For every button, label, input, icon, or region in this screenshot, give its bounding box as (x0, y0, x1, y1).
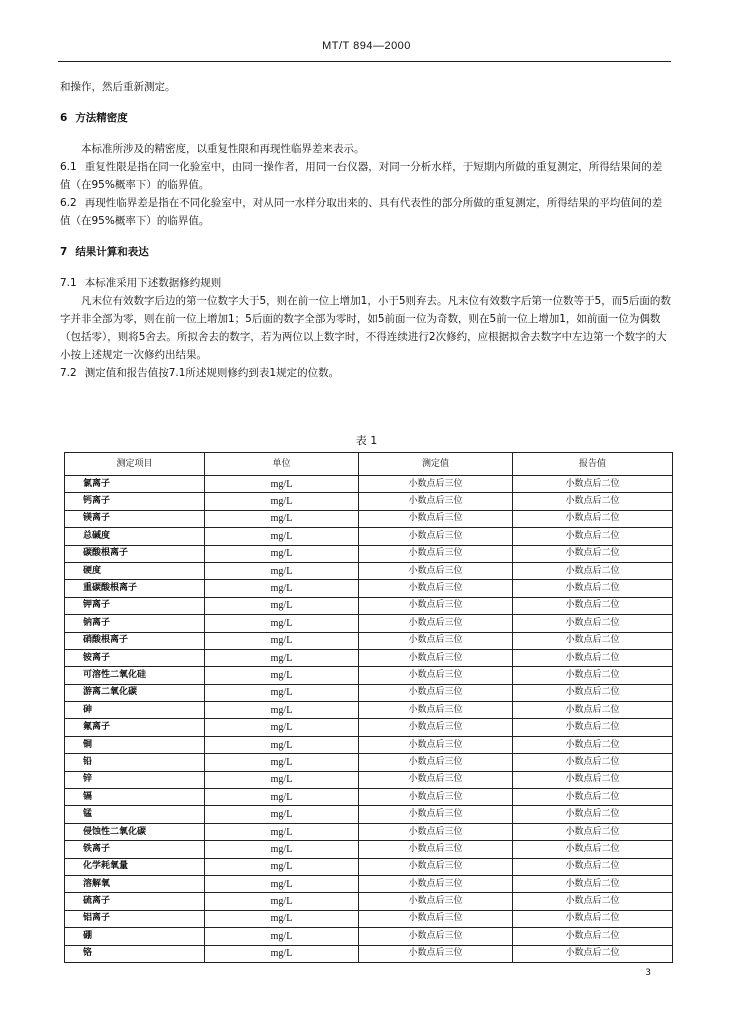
cell-unit: mg/L (205, 893, 359, 910)
table-row (65, 649, 673, 666)
cell-measured: 小数点后三位 (359, 928, 513, 945)
cell-measured: 小数点后三位 (359, 910, 513, 927)
cell-measured: 小数点后三位 (359, 806, 513, 823)
cell-item: 总碱度 (65, 528, 205, 545)
cell-measured: 小数点后三位 (359, 736, 513, 753)
table-row (65, 684, 673, 701)
table-row (65, 893, 673, 910)
cell-item: 硫离子 (65, 893, 205, 910)
cell-reported: 小数点后二位 (513, 684, 673, 701)
cell-unit: mg/L (205, 580, 359, 597)
cell-measured: 小数点后三位 (359, 945, 513, 962)
cell-reported: 小数点后二位 (513, 632, 673, 649)
cell-reported: 小数点后二位 (513, 528, 673, 545)
cell-reported: 小数点后二位 (513, 580, 673, 597)
cell-unit: mg/L (205, 719, 359, 736)
cell-reported: 小数点后二位 (513, 789, 673, 806)
table-row (65, 702, 673, 719)
cell-reported: 小数点后二位 (513, 841, 673, 858)
cell-measured: 小数点后三位 (359, 823, 513, 840)
cell-measured: 小数点后三位 (359, 684, 513, 701)
cell-item: 碳酸根离子 (65, 545, 205, 562)
header-measured: 测定值 (359, 453, 513, 476)
document-code-header: MT/T 894—2000 (322, 40, 411, 52)
cell-unit: mg/L (205, 771, 359, 788)
cell-measured: 小数点后三位 (359, 719, 513, 736)
table-row (65, 632, 673, 649)
cell-unit: mg/L (205, 667, 359, 684)
cell-unit: mg/L (205, 615, 359, 632)
table-row (65, 928, 673, 945)
cell-item: 可溶性二氧化硅 (65, 667, 205, 684)
cell-reported: 小数点后二位 (513, 562, 673, 579)
cell-reported: 小数点后二位 (513, 875, 673, 892)
cell-reported: 小数点后二位 (513, 910, 673, 927)
cell-item: 镁离子 (65, 510, 205, 527)
cell-item: 镉 (65, 789, 205, 806)
cell-item: 钙离子 (65, 493, 205, 510)
cell-measured: 小数点后三位 (359, 580, 513, 597)
cell-reported: 小数点后二位 (513, 719, 673, 736)
cell-reported: 小数点后二位 (513, 945, 673, 962)
cell-measured: 小数点后三位 (359, 771, 513, 788)
continuation-line: 和操作，然后重新测定。 (60, 81, 176, 93)
table-row (65, 858, 673, 875)
cell-item: 钾离子 (65, 597, 205, 614)
body-text (60, 78, 671, 382)
cell-measured: 小数点后三位 (359, 510, 513, 527)
cell-measured: 小数点后三位 (359, 649, 513, 666)
table-body (65, 476, 673, 963)
table-row (65, 754, 673, 771)
cell-reported: 小数点后二位 (513, 928, 673, 945)
header-unit: 单位 (205, 453, 359, 476)
cell-unit: mg/L (205, 597, 359, 614)
cell-measured: 小数点后三位 (359, 667, 513, 684)
header-item: 测定项目 (65, 453, 205, 476)
rounding-table (64, 452, 673, 963)
table-row (65, 771, 673, 788)
cell-reported: 小数点后二位 (513, 736, 673, 753)
cell-item: 铁离子 (65, 841, 205, 858)
cell-unit: mg/L (205, 632, 359, 649)
table-header-row (65, 453, 673, 476)
section-6-1: 6.1 重复性限是指在同一化验室中，由同一操作者，用同一台仪器，对同一分析水样，于短期内所做的重复测定，所得结果间的差值（在95%概率下）的临界值。 (60, 161, 663, 191)
table-row (65, 806, 673, 823)
cell-measured: 小数点后三位 (359, 597, 513, 614)
cell-item: 铬 (65, 945, 205, 962)
cell-unit: mg/L (205, 806, 359, 823)
table-row (65, 528, 673, 545)
table-row (65, 580, 673, 597)
table-row (65, 719, 673, 736)
table-row (65, 493, 673, 510)
cell-unit: mg/L (205, 875, 359, 892)
table-row (65, 597, 673, 614)
cell-measured: 小数点后三位 (359, 789, 513, 806)
cell-unit: mg/L (205, 493, 359, 510)
cell-reported: 小数点后二位 (513, 649, 673, 666)
cell-item: 侵蚀性二氧化碳 (65, 823, 205, 840)
cell-unit: mg/L (205, 562, 359, 579)
section-6-heading: 6 方法精密度 (60, 112, 128, 124)
cell-reported: 小数点后二位 (513, 754, 673, 771)
table-row (65, 789, 673, 806)
cell-item: 游离二氧化碳 (65, 684, 205, 701)
table-row (65, 875, 673, 892)
cell-measured: 小数点后三位 (359, 632, 513, 649)
cell-measured: 小数点后三位 (359, 562, 513, 579)
cell-reported: 小数点后二位 (513, 667, 673, 684)
cell-unit: mg/L (205, 928, 359, 945)
table-row (65, 476, 673, 493)
cell-item: 氟离子 (65, 719, 205, 736)
cell-item: 化学耗氧量 (65, 858, 205, 875)
cell-item: 溶解氧 (65, 875, 205, 892)
cell-unit: mg/L (205, 858, 359, 875)
cell-reported: 小数点后二位 (513, 893, 673, 910)
cell-item: 硼 (65, 928, 205, 945)
page-number: 3 (645, 968, 651, 978)
cell-item: 锰 (65, 806, 205, 823)
cell-measured: 小数点后三位 (359, 841, 513, 858)
cell-item: 硝酸根离子 (65, 632, 205, 649)
cell-reported: 小数点后二位 (513, 858, 673, 875)
cell-measured: 小数点后三位 (359, 702, 513, 719)
table-row (65, 510, 673, 527)
cell-reported: 小数点后二位 (513, 771, 673, 788)
cell-unit: mg/L (205, 476, 359, 493)
cell-reported: 小数点后二位 (513, 823, 673, 840)
section-6-intro: 本标准所涉及的精密度，以重复性限和再现性临界差来表示。 (81, 143, 365, 155)
cell-measured: 小数点后三位 (359, 493, 513, 510)
cell-measured: 小数点后三位 (359, 545, 513, 562)
cell-unit: mg/L (205, 823, 359, 840)
cell-unit: mg/L (205, 528, 359, 545)
cell-item: 砷 (65, 702, 205, 719)
section-7-1: 7.1 本标准采用下述数据修约规则 (60, 277, 222, 289)
cell-reported: 小数点后二位 (513, 545, 673, 562)
table-row (65, 545, 673, 562)
cell-measured: 小数点后三位 (359, 528, 513, 545)
section-7-1-paragraph: 凡末位有效数字后边的第一位数字大于5，则在前一位上增加1，小于5则弃去。凡末位有效数字后第一位数等于5，而5后面的数字并非全部为零，则在前一位上增加1；5后面的数字全部为零时，如5前面一位为奇数，则在5前一位上增加1，如前面一位为偶数（包括零），则将5舍去。所拟舍去的数字，若为两位以上数字时，不得连续进行2次修约，应根据拟舍去数字中左边第一个数字的大小按上述规定一次修约出结果。 (60, 295, 671, 361)
table-caption: 表 1 (355, 434, 378, 447)
cell-unit: mg/L (205, 789, 359, 806)
section-7-heading: 7 结果计算和表达 (60, 246, 149, 258)
table-row (65, 910, 673, 927)
cell-item: 硬度 (65, 562, 205, 579)
cell-item: 铅 (65, 754, 205, 771)
table-row (65, 736, 673, 753)
cell-unit: mg/L (205, 841, 359, 858)
table-row (65, 615, 673, 632)
cell-unit: mg/L (205, 910, 359, 927)
cell-item: 锌 (65, 771, 205, 788)
cell-unit: mg/L (205, 754, 359, 771)
cell-reported: 小数点后二位 (513, 615, 673, 632)
cell-item: 氯离子 (65, 476, 205, 493)
cell-measured: 小数点后三位 (359, 858, 513, 875)
table-row (65, 667, 673, 684)
cell-unit: mg/L (205, 649, 359, 666)
cell-measured: 小数点后三位 (359, 615, 513, 632)
cell-unit: mg/L (205, 702, 359, 719)
table-row (65, 562, 673, 579)
cell-reported: 小数点后二位 (513, 702, 673, 719)
header-divider (58, 61, 671, 62)
cell-unit: mg/L (205, 545, 359, 562)
cell-reported: 小数点后二位 (513, 510, 673, 527)
cell-unit: mg/L (205, 736, 359, 753)
table-row (65, 945, 673, 962)
cell-measured: 小数点后三位 (359, 754, 513, 771)
cell-measured: 小数点后三位 (359, 875, 513, 892)
cell-item: 铵离子 (65, 649, 205, 666)
cell-reported: 小数点后二位 (513, 806, 673, 823)
cell-measured: 小数点后三位 (359, 476, 513, 493)
cell-item: 钠离子 (65, 615, 205, 632)
cell-reported: 小数点后二位 (513, 476, 673, 493)
table-row (65, 841, 673, 858)
section-7-2: 7.2 测定值和报告值按7.1所述规则修约到表1规定的位数。 (60, 367, 340, 379)
cell-item: 铜 (65, 736, 205, 753)
header-reported: 报告值 (513, 453, 673, 476)
cell-item: 铝离子 (65, 910, 205, 927)
table-row (65, 823, 673, 840)
cell-measured: 小数点后三位 (359, 893, 513, 910)
cell-unit: mg/L (205, 684, 359, 701)
cell-unit: mg/L (205, 945, 359, 962)
cell-reported: 小数点后二位 (513, 597, 673, 614)
cell-item: 重碳酸根离子 (65, 580, 205, 597)
section-6-2: 6.2 再现性临界差是指在不同化验室中，对从同一水样分取出来的、具有代表性的部分所做的重复测定，所得结果的平均值间的差值（在95%概率下）的临界值。 (60, 197, 663, 227)
cell-unit: mg/L (205, 510, 359, 527)
cell-reported: 小数点后二位 (513, 493, 673, 510)
